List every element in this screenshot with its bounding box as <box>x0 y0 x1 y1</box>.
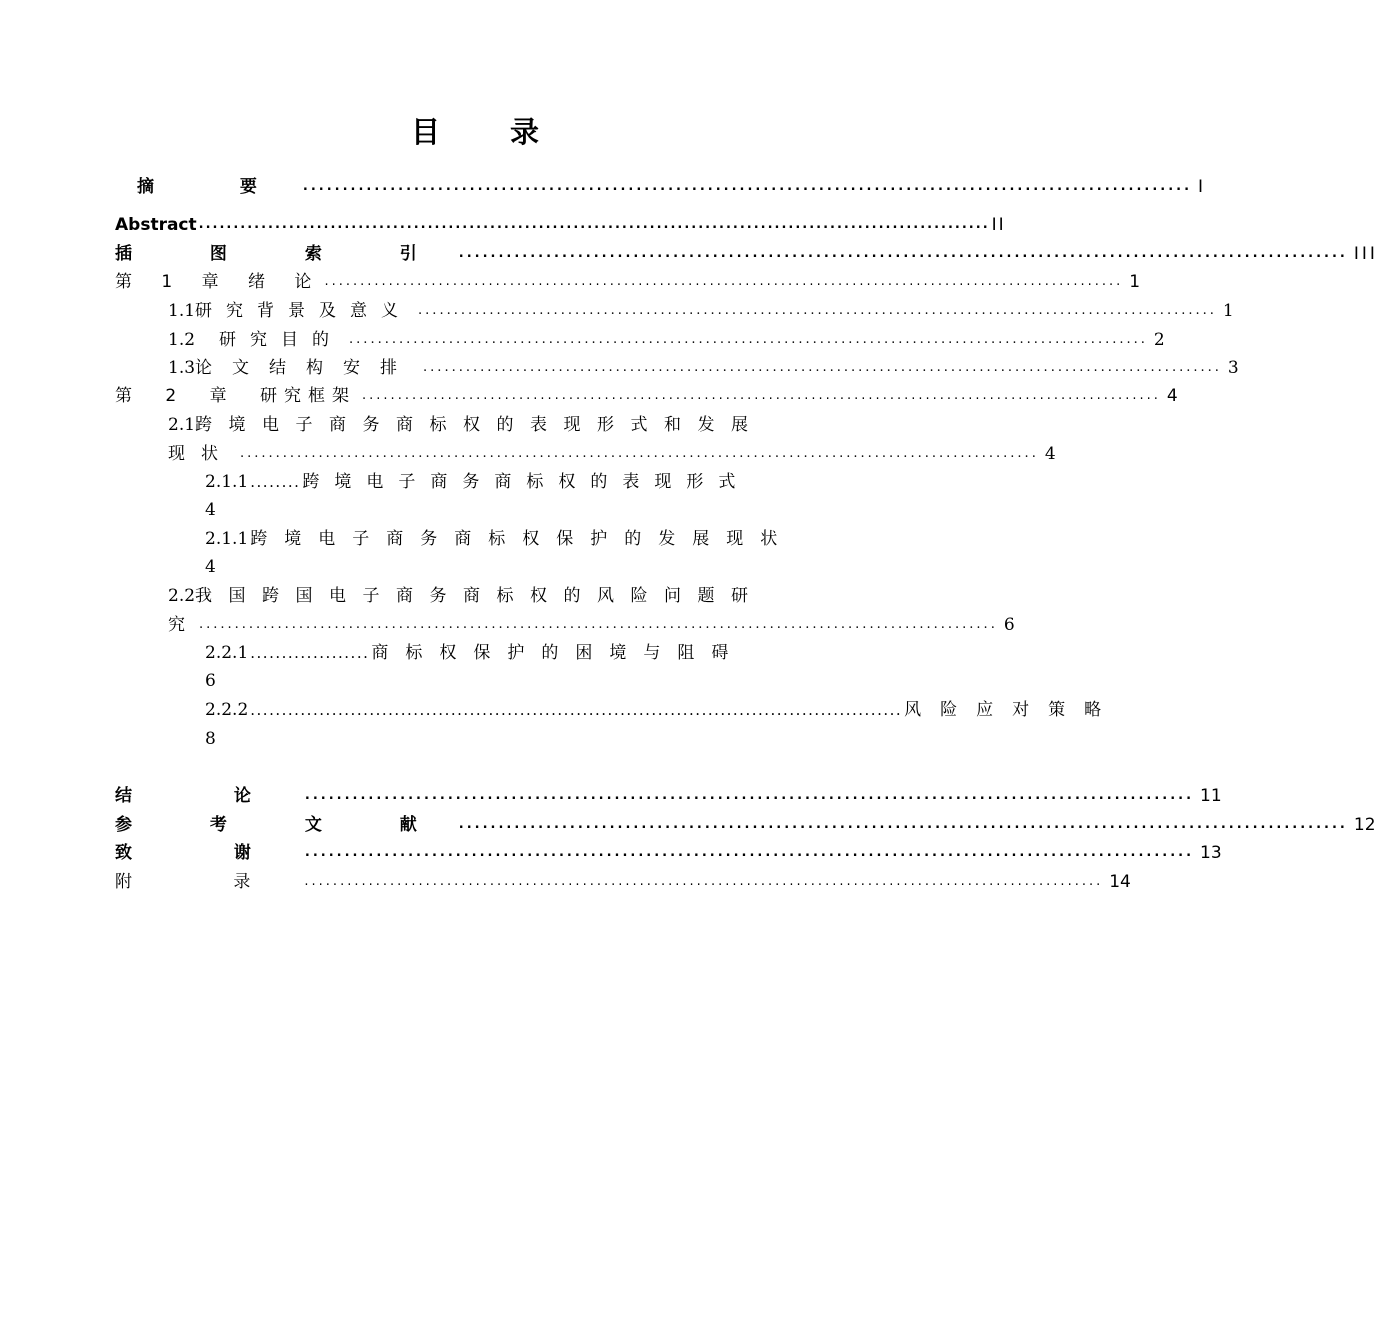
toc-entry-section-1-3[interactable] <box>168 356 1239 380</box>
toc-entry-number: 2.1 <box>168 415 196 435</box>
dot-leader: ................................................................................................................ <box>199 617 998 632</box>
toc-entry-page: 13 <box>1200 843 1222 863</box>
dot-leader: ................................................................................................................ <box>304 874 1104 889</box>
toc-entry-section-1-1[interactable] <box>168 299 1234 323</box>
toc-entry-page: 12 <box>1353 815 1376 835</box>
toc-entry-number: 1.2 <box>168 330 196 350</box>
toc-entry-page: 1 <box>1222 301 1234 321</box>
toc-entry-label: 跨境电子商务商标权保护的发展现状 <box>250 529 795 549</box>
toc-entry-section-2-1[interactable] <box>168 413 820 437</box>
toc-entry-page: 4 <box>205 557 216 577</box>
toc-entry-page: I <box>1198 177 1204 197</box>
toc-entry-figures[interactable] <box>115 242 1378 266</box>
toc-entry-label: 跨境电子商务商标权的表现形式 <box>302 472 751 492</box>
toc-entry-label: 风险应对策略 <box>904 700 1121 720</box>
dot-leader: ........ <box>250 473 301 491</box>
toc-entry-references[interactable] <box>115 813 1376 837</box>
toc-entry-subsection-2-2-1[interactable] <box>205 641 820 665</box>
dot-leader: ................... <box>250 644 370 662</box>
toc-entry-label: 研究目的 <box>219 330 344 350</box>
toc-entry-label: 致 谢 <box>115 843 299 863</box>
toc-entry-page: 2 <box>1153 330 1165 350</box>
dot-leader: ................................................................................................................ <box>304 845 1195 860</box>
toc-entry-chapter-1[interactable] <box>115 270 1141 294</box>
toc-entry-conclusion[interactable] <box>115 784 1222 808</box>
toc-entry-subsection-2-1-1b[interactable] <box>205 527 820 551</box>
toc-entry-label-line2: 究 <box>168 615 185 635</box>
dot-leader: ................................................................................................................ <box>349 332 1148 347</box>
toc-entry-page: 8 <box>205 729 216 749</box>
dot-leader: ................................................................................................................ <box>302 179 1193 194</box>
toc-entry-page: 4 <box>205 500 216 520</box>
toc-entry-section-1-2[interactable] <box>168 328 1165 352</box>
toc-entry-label-line1: 跨境电子商务商标权的表现形式和发展 <box>195 415 765 435</box>
toc-entry-page: 6 <box>1003 615 1015 635</box>
dot-leader: ................................................................................................................ <box>458 817 1348 832</box>
toc-entry-label: 结 论 <box>115 786 299 806</box>
toc-entry-label: 参 考 文 献 <box>115 815 453 835</box>
toc-entry-page: 6 <box>205 671 216 691</box>
toc-entry-label-line1: 我国跨国电子商务商标权的风险问题研 <box>195 586 765 606</box>
toc-entry-number: 2.1.1 <box>205 472 249 492</box>
toc-entry-abstract-cn[interactable] <box>137 175 1204 199</box>
toc-entry-subsection-2-2-2-page <box>205 727 305 751</box>
toc-entry-page: II <box>991 215 1006 235</box>
toc-entry-page: 4 <box>1044 444 1056 464</box>
dot-leader: ................................................................................................................ <box>324 274 1124 289</box>
toc-entry-number: 2.2 <box>168 586 196 606</box>
dot-leader: ................................................................................................................ <box>304 788 1195 803</box>
toc-entry-appendix[interactable] <box>115 870 1131 894</box>
toc-entry-number: 2.2.2 <box>205 700 249 720</box>
toc-entry-label: Abstract <box>115 215 197 235</box>
dot-leader: ................................................................................................................ <box>240 446 1039 461</box>
toc-entry-number: 1.3 <box>168 358 196 378</box>
dot-leader: ........................................................................................................ <box>250 701 903 719</box>
dot-leader: ................................................................................................................ <box>362 388 1161 403</box>
toc-entry-label: 附 录 <box>115 872 299 892</box>
toc-entry-number: 2.2.1 <box>205 643 249 663</box>
toc-entry-subsection-2-2-2[interactable] <box>205 698 1121 722</box>
toc-entry-label: 第 2 章 研究框架 <box>115 386 357 406</box>
toc-entry-subsection-2-1-1a[interactable] <box>205 470 820 494</box>
toc-entry-section-2-2-cont[interactable] <box>168 613 1015 637</box>
toc-entry-page: III <box>1353 244 1378 264</box>
toc-entry-subsection-2-1-1a-page <box>205 498 305 522</box>
dot-leader: ................................................................................................................ <box>458 246 1348 261</box>
toc-entry-label: 第 1 章 绪 论 <box>115 272 319 292</box>
toc-entry-page: 1 <box>1129 272 1141 292</box>
toc-entry-subsection-2-2-1-page <box>205 669 305 693</box>
toc-entry-page: 14 <box>1109 872 1131 892</box>
toc-entry-section-2-1-cont[interactable] <box>168 442 1056 466</box>
toc-entry-label: 论文结构安排 <box>195 358 418 378</box>
dot-leader: .................................................................................................................. <box>198 217 990 232</box>
toc-entry-label: 摘 要 <box>137 177 297 197</box>
toc-entry-page: 4 <box>1166 386 1178 406</box>
toc-entry-label-line2: 现状 <box>168 444 234 464</box>
toc-entry-acknowledgements[interactable] <box>115 841 1222 865</box>
toc-entry-page: 11 <box>1200 786 1222 806</box>
dot-leader: ................................................................................................................ <box>418 303 1217 318</box>
toc-entry-page: 3 <box>1227 358 1239 378</box>
toc-title: 目 录 <box>410 115 570 149</box>
toc-entry-section-2-2[interactable] <box>168 584 820 608</box>
toc-entry-abstract-en[interactable] <box>115 213 1006 237</box>
dot-leader: ................................................................................................................ <box>423 360 1222 375</box>
toc-entry-subsection-2-1-1b-page <box>205 555 305 579</box>
toc-entry-chapter-2[interactable] <box>115 384 1178 408</box>
toc-entry-label: 商标权保护的困境与阻碍 <box>371 643 746 663</box>
toc-entry-number: 2.1.1 <box>205 529 249 549</box>
toc-entry-number: 1.1 <box>168 301 196 321</box>
toc-entry-label: 研究背景及意义 <box>195 301 413 321</box>
toc-entry-label: 插 图 索 引 <box>115 244 453 264</box>
